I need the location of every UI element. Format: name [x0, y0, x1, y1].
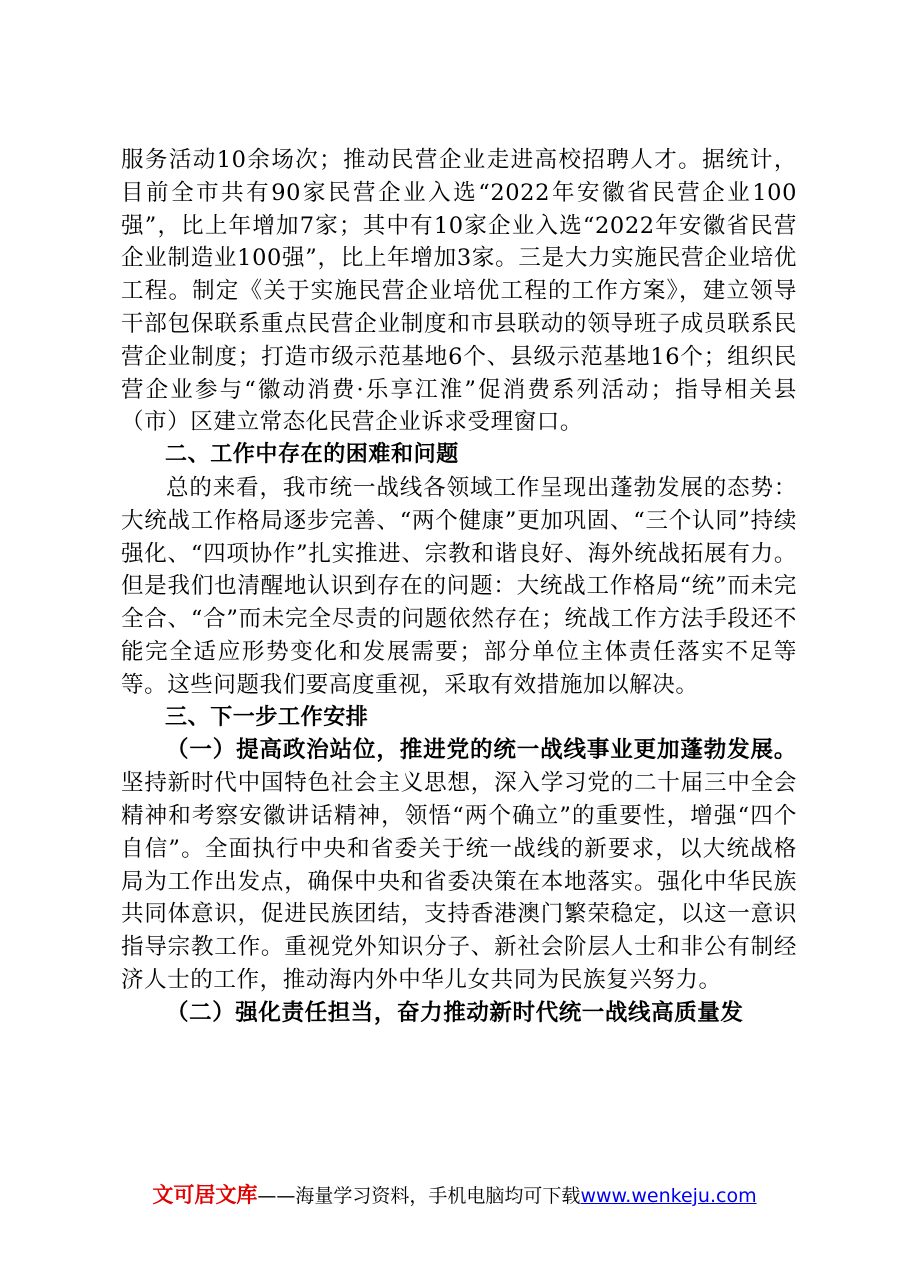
paragraph-responsibility [121, 997, 797, 1030]
subheading-political-stance: （一）提高政治站位，推进党的统一战线事业更加蓬勃发展。 [166, 737, 797, 764]
paragraph-political-stance [121, 734, 797, 996]
paragraph-difficulties: 总的来看，我市统一战线各领域工作呈现出蓬勃发展的态势：大统战工作格局逐步完善、“两个健康”更加巩固、“三个认同”持续强化、“四项协作”扎实推进、宗教和谐良好、海外统战拓展有力。但是我们也清醒地认识到存在的问题：大统战工作格局“统”而未完全合、“合”而未完全尽责的问题依然存在；统战工作方法手段还不能完全适应形势变化和发展需要；部分单位主体责任落实不足等等。这些问题我们要高度重视，采取有效措施加以解决。 [121, 474, 797, 698]
paragraph-private-enterprise-cultivation: 服务活动10余场次；推动民营企业走进高校招聘人才。据统计，目前全市共有90家民营企业入选“2022年安徽省民营企业100强”，比上年增加7家；其中有10家企业入选“2022年安徽省民营企业制造业100强”，比上年增加3家。三是大力实施民营企业培优工程。制定《关于实施民营企业培优工程的工作方案》，建立领导干部包保联系重点民营企业制度和市县联动的领导班子成员联系民营企业制度；打造市级示范基地6个、县级示范基地16个；组织民营企业参与“徽动消费·乐享江淮”促消费系列活动；指导相关县（市）区建立常态化民营企业诉求受理窗口。 [121, 147, 797, 436]
footer-slogan: ——海量学习资料，手机电脑均可下载 [257, 1185, 581, 1207]
footer-banner [0, 1180, 909, 1211]
document-body [121, 144, 797, 1030]
section-heading-difficulties: 二、工作中存在的困难和问题 [165, 442, 459, 468]
footer-url-link[interactable]: www.wenkeju.com [580, 1185, 757, 1207]
paragraph-political-stance-text: 坚持新时代中国特色社会主义思想，深入学习党的二十届三中全会精神和考察安徽讲话精神，领悟“两个确立”的重要性，增强“四个自信”。全面执行中央和省委关于统一战线的新要求，以大统战格局为工作出发点，确保中央和省委决策在本地落实。强化中华民族共同体意识，促进民族团结，支持香港澳门繁荣稳定，以这一意识指导宗教工作。重视党外知识分子、新社会阶层人士和非公有制经济人士的工作，推动海内外中华儿女共同为民族复兴努力。 [121, 770, 797, 993]
subheading-responsibility: （二）强化责任担当，奋力推动新时代统一战线高质量发 [166, 999, 744, 1026]
section-heading-next-steps: 三、下一步工作安排 [165, 704, 369, 730]
footer-brand: 文可居文库 [152, 1183, 258, 1207]
